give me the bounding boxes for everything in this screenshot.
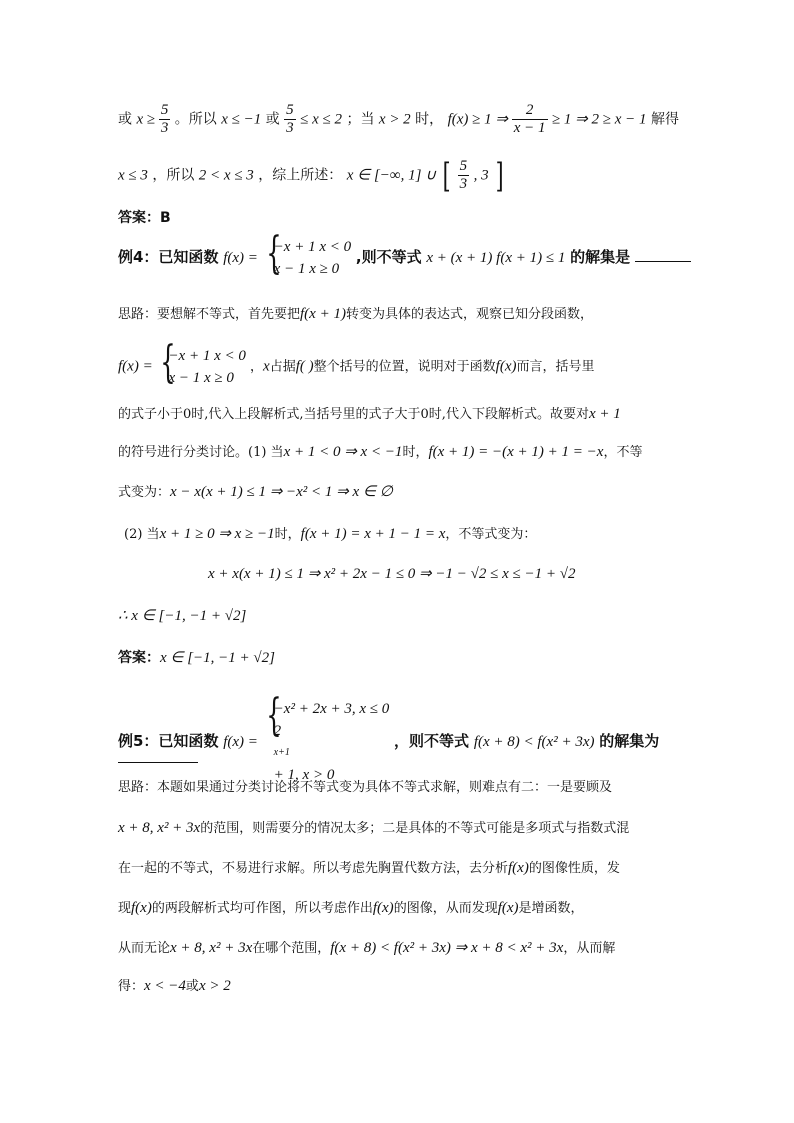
text: 或 xyxy=(265,111,280,128)
solution-line-2: f(x) = { −x + 1 x < 0 x − 1 x ≥ 0 ，x占据f( )整个括号的位置，说明对于函数f(x)而言，括号里 xyxy=(118,345,595,389)
text: ；当 xyxy=(346,111,375,128)
text-line-1 xyxy=(118,102,679,137)
math: 2 < x ≤ 3 xyxy=(198,167,254,184)
piecewise-function: { −x² + 2x + 3, x ≤ 0 2 x+1 + 1, x > 0 xyxy=(262,698,390,786)
solution-line-1: 思路：要想解不等式，首先要把f(x + 1)转变为具体的表达式，观察已知分段函数， xyxy=(118,306,593,322)
math: ≤ x ≤ 2 xyxy=(300,111,342,128)
solution-line-3: 的式子小于0时,代入上段解析式,当括号里的式子大于0时,代入下段解析式。故要对x + 1 xyxy=(118,406,621,422)
solution-equation: x + x(x + 1) ≤ 1 ⇒ x² + 2x − 1 ≤ 0 ⇒ −1 − √2 ≤ x ≤ −1 + √2 xyxy=(208,566,576,582)
math: x > 2 xyxy=(378,111,411,128)
piecewise-function: { −x + 1 x < 0 x − 1 x ≥ 0 xyxy=(262,236,351,280)
idea-line-2: x + 8, x² + 3x的范围，则需要分的情况太多；二是具体的不等式可能是多项式与指数式混 xyxy=(118,820,630,836)
answer-4: 答案：x ∈ [−1, −1 + √2] xyxy=(118,650,275,666)
solution-result: ∴ x ∈ [−1, −1 + √2] xyxy=(118,608,247,624)
example-4-title: 例4：已知函数 f(x) = { −x + 1 x < 0 x − 1 x ≥ 0 ,则不等式 x + (x + 1) f(x + 1) ≤ 1 的解集是 xyxy=(118,236,691,280)
idea-line-5: 从而无论x + 8, x² + 3x在哪个范围，f(x + 8) < f(x² + 3x) ⇒ x + 8 < x² + 3x，从而解 xyxy=(118,940,616,956)
piecewise-function: { −x + 1 x < 0 x − 1 x ≥ 0 xyxy=(156,345,245,389)
solution-line-4: 的符号进行分类讨论。(1) 当x + 1 < 0 ⇒ x < −1时，f(x + 1) = −(x + 1) + 1 = −x，不等 xyxy=(118,444,643,460)
math: f(x) ≥ 1 ⇒ xyxy=(447,111,512,128)
fraction-2-over-x-1: $\frac{2}{x - 1}$ xyxy=(513,102,546,136)
math: , 3 xyxy=(473,167,489,184)
example-5-title: 例5：已知函数 f(x) = { −x² + 2x + 3, x ≤ 0 2 x+1 + 1, x > 0 ，则不等式 f(x + 8) < f(x² + 3x) 的解集为 xyxy=(118,698,659,786)
fraction-5-3: $\frac{5}{3}$ xyxy=(160,102,169,136)
idea-line-6: 得：x < −4或x > 2 xyxy=(118,978,231,994)
text: 。所以 xyxy=(174,111,217,128)
answer-blank xyxy=(635,247,691,262)
bracket: [ xyxy=(442,155,451,196)
solution-line-6: (2) 当x + 1 ≥ 0 ⇒ x ≥ −1时，f(x + 1) = x + 1 − 1 = x，不等式变为： xyxy=(124,526,537,542)
text-line-2 xyxy=(118,155,506,196)
text: 解得 xyxy=(650,111,679,128)
math: x ≤ 3 xyxy=(118,167,148,184)
math: x ≤ −1 xyxy=(221,111,262,128)
text: 或 xyxy=(118,111,132,128)
fraction-5-3: $\frac{5}{3}$ xyxy=(286,102,294,136)
idea-line-4: 现f(x)的两段解析式均可作图，所以考虑作出f(x)的图像，从而发现f(x)是增函数， xyxy=(118,900,584,916)
answer-3: 答案：B xyxy=(118,210,171,226)
idea-line-1: 思路：本题如果通过分类讨论将不等式变为具体不等式求解，则难点有二：一是要顾及 xyxy=(118,780,613,795)
text: ，所以 xyxy=(152,167,195,184)
bracket: ] xyxy=(495,155,504,196)
math: ≥ 1 ⇒ 2 ≥ x − 1 xyxy=(551,111,647,128)
fraction-5-3: $\frac{5}{3}$ xyxy=(459,158,468,192)
math: x ≥ xyxy=(136,111,159,128)
text: 时， xyxy=(415,111,444,128)
math: x ∈ [−∞, 1] ∪ xyxy=(346,167,440,184)
answer-blank xyxy=(118,762,198,763)
text: ，综上所述： xyxy=(258,167,343,184)
idea-line-3: 在一起的不等式，不易进行求解。所以考虑先胸置代数方法，去分析f(x)的图像性质，发 xyxy=(118,860,620,876)
solution-line-5: 式变为：x − x(x + 1) ≤ 1 ⇒ −x² < 1 ⇒ x ∈ ∅ xyxy=(118,484,393,500)
